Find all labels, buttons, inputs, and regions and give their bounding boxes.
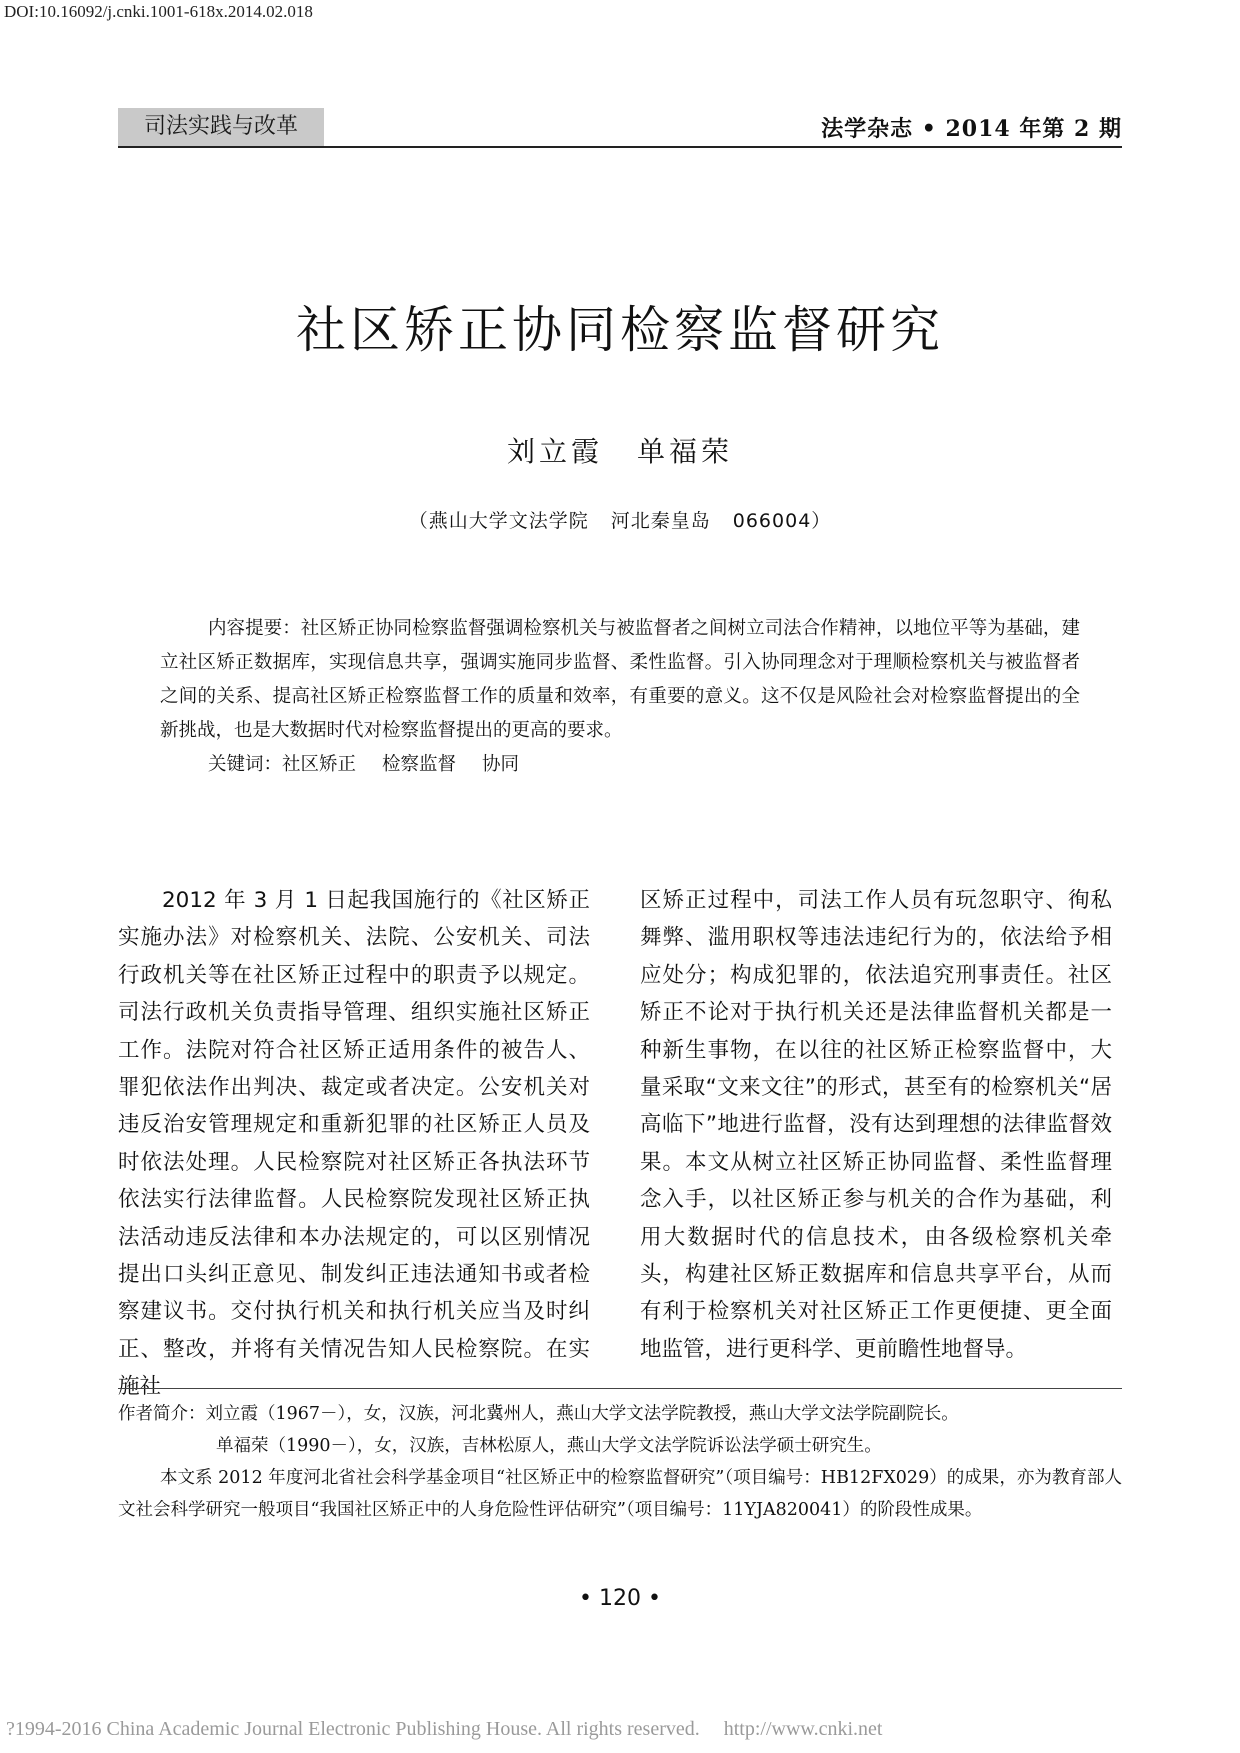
bio-label: 作者简介： bbox=[118, 1404, 206, 1424]
keywords bbox=[160, 748, 1080, 782]
funding-note: 本文系 2012 年度河北省社会科学基金项目“社区矫正中的检察监督研究”（项目编号：HB12FX029）的成果，亦为教育部人文社会科学研究一般项目“我国社区矫正中的人身危险性评估研究”（项目编号：11YJA820041）的阶段性成果。 bbox=[118, 1468, 1122, 1520]
article-title: 社区矫正协同检察监督研究 bbox=[296, 301, 944, 359]
affiliation-postcode: 066004） bbox=[732, 510, 832, 532]
author-bio: 单福荣（1990－），女，汉族，吉林松原人，燕山大学文法学院诉讼法学硕士研究生。 bbox=[216, 1436, 882, 1456]
affiliation-location: 河北秦皇岛 bbox=[610, 510, 711, 532]
header-divider bbox=[118, 146, 1122, 148]
keyword: 协同 bbox=[482, 754, 520, 775]
doi-label: DOI:10.16092/j.cnki.1001-618x.2014.02.018 bbox=[4, 2, 313, 21]
copyright-text: ?1994-2016 China Academic Journal Electronic Publishing House. All rights reserved. bbox=[6, 1718, 700, 1740]
author-name: 单福荣 bbox=[637, 435, 734, 468]
journal-issue: 法学杂志 • 2014 年第 2 期 bbox=[821, 116, 1122, 142]
footnotes bbox=[118, 1398, 1122, 1526]
copyright-footer bbox=[6, 1718, 882, 1741]
abstract-label: 内容提要： bbox=[208, 618, 301, 639]
body-column-right bbox=[640, 882, 1112, 1368]
keyword: 社区矫正 bbox=[282, 754, 357, 775]
abstract-block bbox=[160, 612, 1080, 782]
section-tag: 司法实践与改革 bbox=[118, 108, 324, 146]
footnote-divider bbox=[118, 1388, 1122, 1389]
cnki-link[interactable]: http://www.cnki.net bbox=[723, 1718, 883, 1740]
abstract-text: 社区矫正协同检察监督强调检察机关与被监督者之间树立司法合作精神，以地位平等为基础，建立社区矫正数据库，实现信息共享，强调实施同步监督、柔性监督。引入协同理念对于理顺检察机关与被监督者之间的关系、提高社区矫正检察监督工作的质量和效率，有重要的意义。这不仅是风险社会对检察监督提出的全新挑战，也是大数据时代对检察监督提出的更高的要求。 bbox=[160, 618, 1080, 741]
page-number: • 120 • bbox=[579, 1586, 661, 1611]
author-bio: 刘立霞（1967－），女，汉族，河北冀州人，燕山大学文法学院教授，燕山大学文法学院副院长。 bbox=[205, 1404, 959, 1424]
keyword: 检察监督 bbox=[382, 754, 457, 775]
author-list bbox=[0, 430, 1240, 470]
body-paragraph: 2012 年 3 月 1 日起我国施行的《社区矫正实施办法》对检察机关、法院、公安机关、司法行政机关等在社区矫正过程中的职责予以规定。司法行政机关负责指导管理、组织实施社区矫正工作。法院对符合社区矫正适用条件的被告人、罪犯依法作出判决、裁定或者决定。公安机关对违反治安管理规定和重新犯罪的社区矫正人员及时依法处理。人民检察院对社区矫正各执法环节依法实行法律监督。人民检察院发现社区矫正执法活动违反法律和本办法规定的，可以区别情况提出口头纠正意见、制发纠正违法通知书或者检察建议书。交付执行机关和执行机关应当及时纠正、整改，并将有关情况告知人民检察院。在实施社 bbox=[118, 888, 590, 1400]
keywords-label: 关键词： bbox=[208, 754, 283, 775]
body-column-left bbox=[118, 882, 590, 1406]
author-name: 刘立霞 bbox=[506, 435, 603, 468]
body-paragraph: 区矫正过程中，司法工作人员有玩忽职守、徇私舞弊、滥用职权等违法违纪行为的，依法给予相应处分；构成犯罪的，依法追究刑事责任。社区矫正不论对于执行机关还是法律监督机关都是一种新生事物，在以往的社区矫正检察监督中，大量采取“文来文往”的形式，甚至有的检察机关“居高临下”地进行监督，没有达到理想的法律监督效果。本文从树立社区矫正协同监督、柔性监督理念入手，以社区矫正参与机关的合作为基础，利用大数据时代的信息技术，由各级检察机关牵头，构建社区矫正数据库和信息共享平台，从而有利于检察机关对社区矫正工作更便捷、更全面地监管，进行更科学、更前瞻性地督导。 bbox=[640, 888, 1112, 1362]
affiliation bbox=[0, 506, 1240, 533]
affiliation-institution: （燕山大学文法学院 bbox=[408, 510, 589, 532]
